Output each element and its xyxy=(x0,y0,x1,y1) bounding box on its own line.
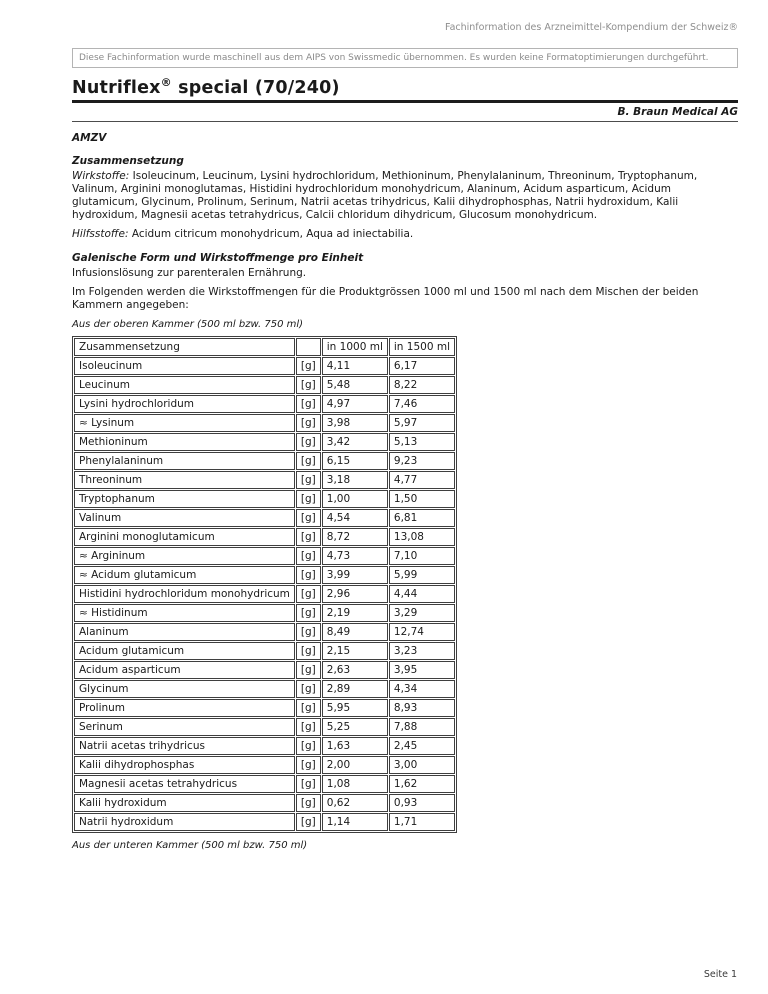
table-row xyxy=(74,433,455,451)
substance-cell: Isoleucinum xyxy=(74,357,295,375)
value-in-1500ml-cell: 3,23 xyxy=(389,642,455,660)
value-in-1500ml-cell: 5,97 xyxy=(389,414,455,432)
notice-text: Diese Fachinformation wurde maschinell aus dem AIPS von Swissmedic übernommen. Es wurden keine Formatoptimierungen durchgeführt. xyxy=(79,53,709,63)
table-row xyxy=(74,414,455,432)
unit-cell: [g] xyxy=(296,775,321,793)
value-in-1500ml-cell: 9,23 xyxy=(389,452,455,470)
substance-cell: Acidum glutamicum xyxy=(74,642,295,660)
table-row xyxy=(74,566,455,584)
product-title-suffix: special (70/240) xyxy=(171,77,340,98)
unit-cell: [g] xyxy=(296,452,321,470)
value-in-1000ml-cell: 2,96 xyxy=(322,585,388,603)
value-in-1500ml-cell: 0,93 xyxy=(389,794,455,812)
substance-cell: Kalii dihydrophosphas xyxy=(74,756,295,774)
section-heading-zusammensetzung: Zusammensetzung xyxy=(72,154,184,167)
company-rule-thin xyxy=(72,121,738,122)
unit-cell: [g] xyxy=(296,756,321,774)
value-in-1000ml-cell: 1,14 xyxy=(322,813,388,831)
wirkstoffe-label: Wirkstoffe: xyxy=(72,169,130,182)
unit-cell: [g] xyxy=(296,566,321,584)
value-in-1500ml-cell: 7,88 xyxy=(389,718,455,736)
hilfsstoffe-label: Hilfsstoffe: xyxy=(72,227,129,240)
table-row xyxy=(74,794,455,812)
table-row xyxy=(74,509,455,527)
substance-cell: ≈ Histidinum xyxy=(74,604,295,622)
value-in-1500ml-cell: 6,17 xyxy=(389,357,455,375)
substance-cell: Leucinum xyxy=(74,376,295,394)
composition-table-body xyxy=(74,357,455,831)
substance-cell: ≈ Argininum xyxy=(74,547,295,565)
value-in-1000ml-cell: 3,42 xyxy=(322,433,388,451)
value-in-1500ml-cell: 1,71 xyxy=(389,813,455,831)
value-in-1000ml-cell: 6,15 xyxy=(322,452,388,470)
unit-cell: [g] xyxy=(296,376,321,394)
unit-cell: [g] xyxy=(296,547,321,565)
unit-cell: [g] xyxy=(296,471,321,489)
unit-cell: [g] xyxy=(296,642,321,660)
value-in-1000ml-cell: 4,97 xyxy=(322,395,388,413)
unit-cell: [g] xyxy=(296,490,321,508)
galenic-line-2: Im Folgenden werden die Wirkstoffmengen für die Produktgrössen 1000 ml und 1500 ml nach dem Mischen der beiden Kammern angegeben: xyxy=(72,285,699,311)
substance-cell: Methioninum xyxy=(74,433,295,451)
unit-cell: [g] xyxy=(296,395,321,413)
value-in-1500ml-cell: 3,00 xyxy=(389,756,455,774)
value-in-1000ml-cell: 2,19 xyxy=(322,604,388,622)
value-in-1500ml-cell: 4,34 xyxy=(389,680,455,698)
page-title xyxy=(72,76,738,98)
substance-cell: Threoninum xyxy=(74,471,295,489)
value-in-1000ml-cell: 1,00 xyxy=(322,490,388,508)
unit-cell: [g] xyxy=(296,718,321,736)
table-row xyxy=(74,547,455,565)
value-in-1000ml-cell: 2,63 xyxy=(322,661,388,679)
table-row xyxy=(74,737,455,755)
value-in-1500ml-cell: 12,74 xyxy=(389,623,455,641)
substance-cell: ≈ Acidum glutamicum xyxy=(74,566,295,584)
machine-translation-notice xyxy=(72,48,738,68)
value-in-1500ml-cell: 8,22 xyxy=(389,376,455,394)
unit-cell: [g] xyxy=(296,528,321,546)
hilfsstoffe-paragraph xyxy=(72,228,738,241)
value-in-1500ml-cell: 4,77 xyxy=(389,471,455,489)
substance-cell: Prolinum xyxy=(74,699,295,717)
value-in-1000ml-cell: 3,98 xyxy=(322,414,388,432)
compendium-header-label: Fachinformation des Arzneimittel-Kompendium der Schweiz® xyxy=(444,22,738,33)
unit-cell: [g] xyxy=(296,794,321,812)
table-row xyxy=(74,357,455,375)
value-in-1000ml-cell: 4,54 xyxy=(322,509,388,527)
unit-cell: [g] xyxy=(296,509,321,527)
galenic-line-1: Infusionslösung zur parenteralen Ernährung. xyxy=(72,266,307,279)
header-cell-in-1000ml: in 1000 ml xyxy=(322,338,388,356)
substance-cell: Alaninum xyxy=(74,623,295,641)
table-header-row xyxy=(74,338,455,356)
substance-cell: Natrii acetas trihydricus xyxy=(74,737,295,755)
unit-cell: [g] xyxy=(296,813,321,831)
value-in-1500ml-cell: 3,95 xyxy=(389,661,455,679)
unit-cell: [g] xyxy=(296,604,321,622)
substance-cell: Histidini hydrochloridum monohydricum xyxy=(74,585,295,603)
table-row xyxy=(74,718,455,736)
value-in-1000ml-cell: 8,72 xyxy=(322,528,388,546)
page-number-label: Seite 1 xyxy=(703,969,737,980)
company-name: B. Braun Medical AG xyxy=(617,105,738,118)
substance-cell: Kalii hydroxidum xyxy=(74,794,295,812)
header-cell-in-1500ml: in 1500 ml xyxy=(389,338,455,356)
value-in-1000ml-cell: 2,00 xyxy=(322,756,388,774)
value-in-1000ml-cell: 3,18 xyxy=(322,471,388,489)
value-in-1500ml-cell: 5,99 xyxy=(389,566,455,584)
value-in-1500ml-cell: 13,08 xyxy=(389,528,455,546)
substance-cell: Natrii hydroxidum xyxy=(74,813,295,831)
table-row xyxy=(74,661,455,679)
substance-cell: Valinum xyxy=(74,509,295,527)
value-in-1000ml-cell: 5,25 xyxy=(322,718,388,736)
amzv-label: AMZV xyxy=(72,131,107,144)
substance-cell: ≈ Lysinum xyxy=(74,414,295,432)
unit-cell: [g] xyxy=(296,357,321,375)
table-row xyxy=(74,642,455,660)
value-in-1500ml-cell: 4,44 xyxy=(389,585,455,603)
substance-cell: Lysini hydrochloridum xyxy=(74,395,295,413)
value-in-1000ml-cell: 0,62 xyxy=(322,794,388,812)
substance-cell: Phenylalaninum xyxy=(74,452,295,470)
table-row xyxy=(74,813,455,831)
table-row xyxy=(74,528,455,546)
section-heading-galenische-form: Galenische Form und Wirkstoffmenge pro Einheit xyxy=(72,251,364,264)
table-row xyxy=(74,680,455,698)
unit-cell: [g] xyxy=(296,737,321,755)
value-in-1000ml-cell: 4,11 xyxy=(322,357,388,375)
table-row xyxy=(74,452,455,470)
unit-cell: [g] xyxy=(296,623,321,641)
unit-cell: [g] xyxy=(296,661,321,679)
upper-chamber-caption: Aus der oberen Kammer (500 ml bzw. 750 ml) xyxy=(72,318,304,330)
unit-cell: [g] xyxy=(296,680,321,698)
composition-table xyxy=(72,336,457,833)
value-in-1000ml-cell: 2,89 xyxy=(322,680,388,698)
unit-cell: [g] xyxy=(296,585,321,603)
value-in-1500ml-cell: 5,13 xyxy=(389,433,455,451)
substance-cell: Serinum xyxy=(74,718,295,736)
substance-cell: Glycinum xyxy=(74,680,295,698)
value-in-1500ml-cell: 1,62 xyxy=(389,775,455,793)
table-row xyxy=(74,604,455,622)
value-in-1500ml-cell: 6,81 xyxy=(389,509,455,527)
title-rule-thick xyxy=(72,100,738,103)
value-in-1000ml-cell: 5,95 xyxy=(322,699,388,717)
table-row xyxy=(74,585,455,603)
header-cell-unit xyxy=(296,338,321,356)
table-row xyxy=(74,775,455,793)
header-cell-zusammensetzung: Zusammensetzung xyxy=(74,338,295,356)
substance-cell: Magnesii acetas tetrahydricus xyxy=(74,775,295,793)
value-in-1500ml-cell: 7,46 xyxy=(389,395,455,413)
value-in-1500ml-cell: 7,10 xyxy=(389,547,455,565)
value-in-1000ml-cell: 4,73 xyxy=(322,547,388,565)
hilfsstoffe-text: Acidum citricum monohydricum, Aqua ad iniectabilia. xyxy=(128,227,414,240)
substance-cell: Arginini monoglutamicum xyxy=(74,528,295,546)
table-row xyxy=(74,471,455,489)
value-in-1000ml-cell: 8,49 xyxy=(322,623,388,641)
value-in-1000ml-cell: 1,08 xyxy=(322,775,388,793)
registered-trademark-symbol: ® xyxy=(160,76,172,89)
table-row xyxy=(74,490,455,508)
composition-table-head xyxy=(74,338,455,356)
value-in-1000ml-cell: 1,63 xyxy=(322,737,388,755)
unit-cell: [g] xyxy=(296,414,321,432)
table-row xyxy=(74,376,455,394)
table-row xyxy=(74,699,455,717)
wirkstoffe-paragraph xyxy=(72,170,738,222)
unit-cell: [g] xyxy=(296,699,321,717)
product-name: Nutriflex xyxy=(72,77,161,98)
value-in-1000ml-cell: 3,99 xyxy=(322,566,388,584)
table-row xyxy=(74,395,455,413)
lower-chamber-caption: Aus der unteren Kammer (500 ml bzw. 750 ml) xyxy=(72,839,308,851)
value-in-1500ml-cell: 2,45 xyxy=(389,737,455,755)
value-in-1000ml-cell: 5,48 xyxy=(322,376,388,394)
value-in-1500ml-cell: 1,50 xyxy=(389,490,455,508)
substance-cell: Tryptophanum xyxy=(74,490,295,508)
table-row xyxy=(74,756,455,774)
value-in-1000ml-cell: 2,15 xyxy=(322,642,388,660)
value-in-1500ml-cell: 3,29 xyxy=(389,604,455,622)
table-row xyxy=(74,623,455,641)
unit-cell: [g] xyxy=(296,433,321,451)
wirkstoffe-text: Isoleucinum, Leucinum, Lysini hydrochloridum, Methioninum, Phenylalaninum, Threoninum, Tryptophanum, Valinum, Arginini monoglutamas, Histidini hydrochloridum monohydricum, Alaninum, Acidum asparticum, Acidum glutamicum, Glycinum, Prolinum, Serinum, Natrii acetas trihydricus, Kalii dihydrophosphas, Natrii hydroxidum, Kalii hydroxidum, Magnesii acetas tetrahydricus, Calcii chloridum dihydricum, Glucosum monohydricum. xyxy=(72,169,698,221)
value-in-1500ml-cell: 8,93 xyxy=(389,699,455,717)
substance-cell: Acidum asparticum xyxy=(74,661,295,679)
